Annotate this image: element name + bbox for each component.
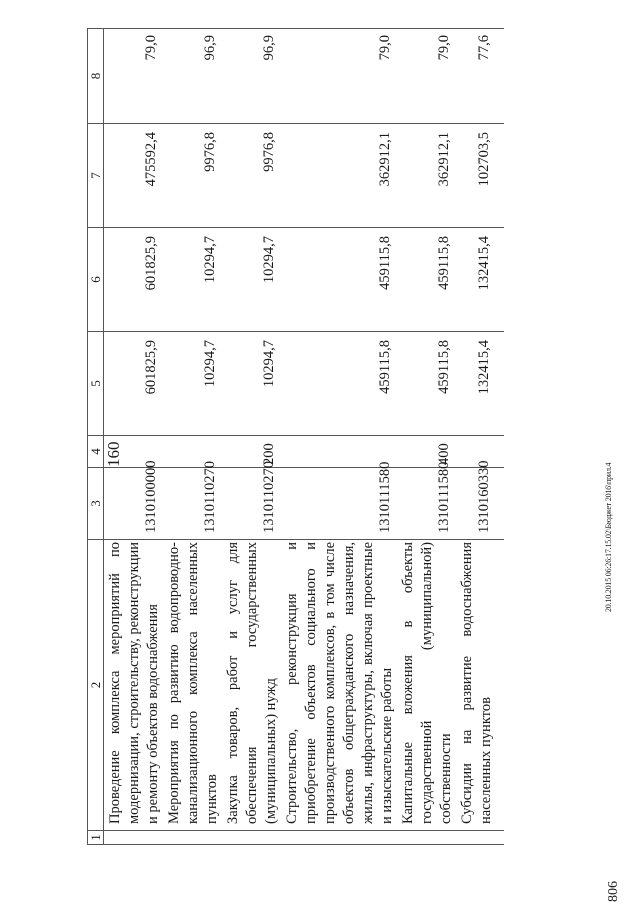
column-header-2: 2 [88, 540, 104, 831]
blank-cell [281, 831, 397, 845]
row-vr-cell: 200 [222, 436, 281, 468]
row-col5-cell: 132415,4 [456, 332, 496, 436]
row-code-cell: 1310160330 [456, 468, 496, 540]
row-col7-cell: 102703,5 [456, 124, 496, 228]
row-code-cell: 1310111580 [397, 468, 456, 540]
row-vr-cell: 400 [397, 436, 456, 468]
row-name-cell: Мероприятия по развитию водопроводно-канализационного комплекса населенных пунктов [163, 540, 222, 831]
table-row [222, 29, 281, 845]
row-col8-cell: 79,0 [281, 29, 397, 124]
row-name-cell: Закупка товаров, работ и услуг для обеспечения государственных (муниципальных) нужд [222, 540, 281, 831]
row-name-cell: Субсидии на развитие водоснабжения населенных пунктов [456, 540, 496, 831]
row-code-cell: 1310100000 [104, 468, 164, 540]
row-name-cell: Капитальные вложения в объекты государственной (муниципальной) собственности [397, 540, 456, 831]
row-col5-cell: 601825,9 [104, 332, 164, 436]
file-path-note: 20.10.2015 06:26:17.15.02\Бюджет 2016\прил.4 [604, 462, 613, 612]
row-name-cell: Проведение комплекса мероприятий по модернизации, строительству, реконструкции и ремонту объектов водоснабжения [104, 540, 164, 831]
table-body [88, 29, 505, 845]
row-col7-cell: 362912,1 [281, 124, 397, 228]
row-col8-cell: 96,9 [222, 29, 281, 124]
table-row [397, 29, 456, 845]
blank-cell [222, 831, 281, 845]
row-col6-cell: 132415,4 [456, 228, 496, 332]
column-header-4: 4 [88, 436, 104, 468]
column-header-7: 7 [88, 124, 104, 228]
column-header-8: 8 [88, 29, 104, 124]
page-number: 160 [104, 441, 123, 467]
row-col6-cell: 10294,7 [222, 228, 281, 332]
row-col7-cell: 475592,4 [104, 124, 164, 228]
spacer-cell [496, 29, 504, 124]
column-header-1: 1 [88, 831, 104, 845]
row-col6-cell: 601825,9 [104, 228, 164, 332]
column-header-6: 6 [88, 228, 104, 332]
blank-cell [163, 831, 222, 845]
row-col7-cell: 9976,8 [163, 124, 222, 228]
row-col5-cell: 10294,7 [222, 332, 281, 436]
row-col6-cell: 459115,8 [397, 228, 456, 332]
row-col6-cell: 10294,7 [163, 228, 222, 332]
table-row [456, 29, 496, 845]
column-header-5: 5 [88, 332, 104, 436]
table-header-row [88, 29, 104, 845]
spacer-cell [496, 468, 504, 540]
row-col8-cell: 77,6 [456, 29, 496, 124]
row-col8-cell: 79,0 [104, 29, 164, 124]
table-row [281, 29, 397, 845]
table-row [104, 29, 164, 845]
spacer-cell [496, 332, 504, 436]
row-code-cell: 1310110270 [163, 468, 222, 540]
table-spacer-row [496, 29, 504, 845]
row-col8-cell: 79,0 [397, 29, 456, 124]
blank-cell [397, 831, 456, 845]
row-col7-cell: 9976,8 [222, 124, 281, 228]
spacer-cell [496, 831, 504, 845]
row-col5-cell: 459115,8 [281, 332, 397, 436]
spacer-cell [496, 540, 504, 831]
spacer-cell [496, 228, 504, 332]
row-code-cell: 1310110270 [222, 468, 281, 540]
spacer-cell [496, 436, 504, 468]
column-header-3: 3 [88, 468, 104, 540]
budget-table [87, 28, 504, 845]
row-col5-cell: 459115,8 [397, 332, 456, 436]
row-col6-cell: 459115,8 [281, 228, 397, 332]
row-code-cell: 1310111580 [281, 468, 397, 540]
footer-page-number: 806 [606, 881, 621, 902]
blank-cell [104, 831, 164, 845]
blank-cell [456, 831, 496, 845]
row-col7-cell: 362912,1 [397, 124, 456, 228]
row-col5-cell: 10294,7 [163, 332, 222, 436]
row-col8-cell: 96,9 [163, 29, 222, 124]
spacer-cell [496, 124, 504, 228]
row-name-cell: Строительство, реконструкция и приобретение объектов социального и производственного комплексов, в том числе объектов общегражданского назначения, жилья, инфраструктуры, включая проектные и изыскательские работы [281, 540, 397, 831]
table-row [163, 29, 222, 845]
